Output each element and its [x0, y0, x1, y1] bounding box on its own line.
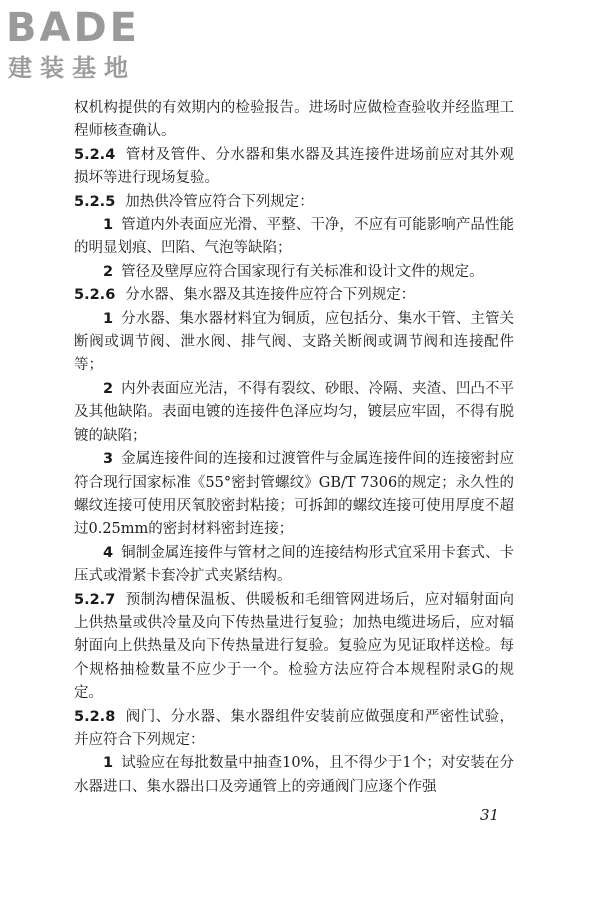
- item-number: 1: [103, 755, 114, 772]
- item-number: 4: [103, 544, 114, 561]
- paragraph: [74, 97, 514, 144]
- paragraph-text: 权机构提供的有效期内的检验报告。进场时应做检查验收并经监理工程师核查确认。: [74, 100, 514, 140]
- section-paragraph: [74, 706, 514, 753]
- item-number: 1: [103, 310, 114, 327]
- logo-brand-text: BADE: [6, 5, 140, 51]
- paragraph-text: 预制沟槽保温板、供暖板和毛细管网进场后，应对辐射面向上供热量或供冷量及向下传热量进行复验；加热电缆进场后，应对辐射面向上供热量及向下传热量进行复验。复验应为见证取样送检。每个规格抽检数量不应少于一个。检验方法应符合本规程附录G的规定。: [74, 591, 514, 702]
- item-number: 3: [103, 451, 114, 468]
- list-item: [74, 214, 514, 261]
- item-number: 2: [103, 263, 114, 280]
- section-number: 5.2.7: [74, 591, 116, 608]
- item-number: 1: [103, 217, 114, 234]
- section-number: 5.2.8: [74, 708, 116, 725]
- page-number: 31: [480, 806, 500, 824]
- section-paragraph: [74, 284, 514, 307]
- list-item: [74, 542, 514, 589]
- item-number: 2: [103, 380, 114, 397]
- list-item: [74, 261, 514, 284]
- section-number: 5.2.4: [74, 146, 116, 163]
- list-item: [74, 308, 514, 378]
- section-paragraph: [74, 191, 514, 214]
- section-number: 5.2.6: [74, 287, 116, 304]
- paragraph-text: 金属连接件间的连接和过渡管件与金属连接件间的连接密封应符合现行国家标准《55°密封管螺纹》GB/T 7306的规定；永久性的螺纹连接可使用厌氧胶密封粘接；可拆卸的螺纹连接可使用厚度不超过0.25mm的密封材料密封连接；: [74, 451, 514, 538]
- paragraph-text: 内外表面应光洁，不得有裂纹、砂眼、冷隔、夹渣、凹凸不平及其他缺陷。表面电镀的连接件色泽应均匀，镀层应牢固，不得有脱镀的缺陷；: [74, 380, 514, 444]
- paragraph-text: 管道内外表面应光滑、平整、干净，不应有可能影响产品性能的明显划痕、凹陷、气泡等缺陷；: [74, 217, 514, 257]
- list-item: [74, 448, 514, 542]
- paragraph-text: 管材及管件、分水器和集水器及其连接件进场前应对其外观损坏等进行现场复验。: [74, 146, 514, 187]
- paragraph-text: 铜制金属连接件与管材之间的连接结构形式宜采用卡套式、卡压式或滑紧卡套冷扩式夹紧结构。: [74, 544, 514, 585]
- paragraph-text: 阀门、分水器、集水器组件安装前应做强度和严密性试验，并应符合下列规定：: [74, 708, 514, 748]
- paragraph-text: 加热供冷管应符合下列规定：: [125, 193, 314, 210]
- document-body: [74, 97, 514, 799]
- paragraph-text: 管径及壁厚应符合国家现行有关标准和设计文件的规定。: [121, 263, 484, 280]
- list-item: [74, 378, 514, 448]
- list-item: [74, 752, 514, 799]
- bade-logo: [6, 6, 181, 86]
- paragraph-text: 分水器、集水器材料宜为铜质，应包括分、集水干管、主管关断阀或调节阀、泄水阀、排气阀、支路关断阀或调节阀和连接配件等；: [74, 310, 514, 374]
- section-paragraph: [74, 589, 514, 706]
- section-paragraph: [74, 144, 514, 191]
- logo-subtitle: 建装基地: [8, 54, 136, 82]
- paragraph-text: 分水器、集水器及其连接件应符合下列规定：: [125, 287, 416, 304]
- paragraph-text: 试验应在每批数量中抽查10%，且不得少于1个；对安装在分水器进口、集水器出口及旁通管上的旁通阀门应逐个作强: [74, 755, 514, 795]
- section-number: 5.2.5: [74, 193, 116, 210]
